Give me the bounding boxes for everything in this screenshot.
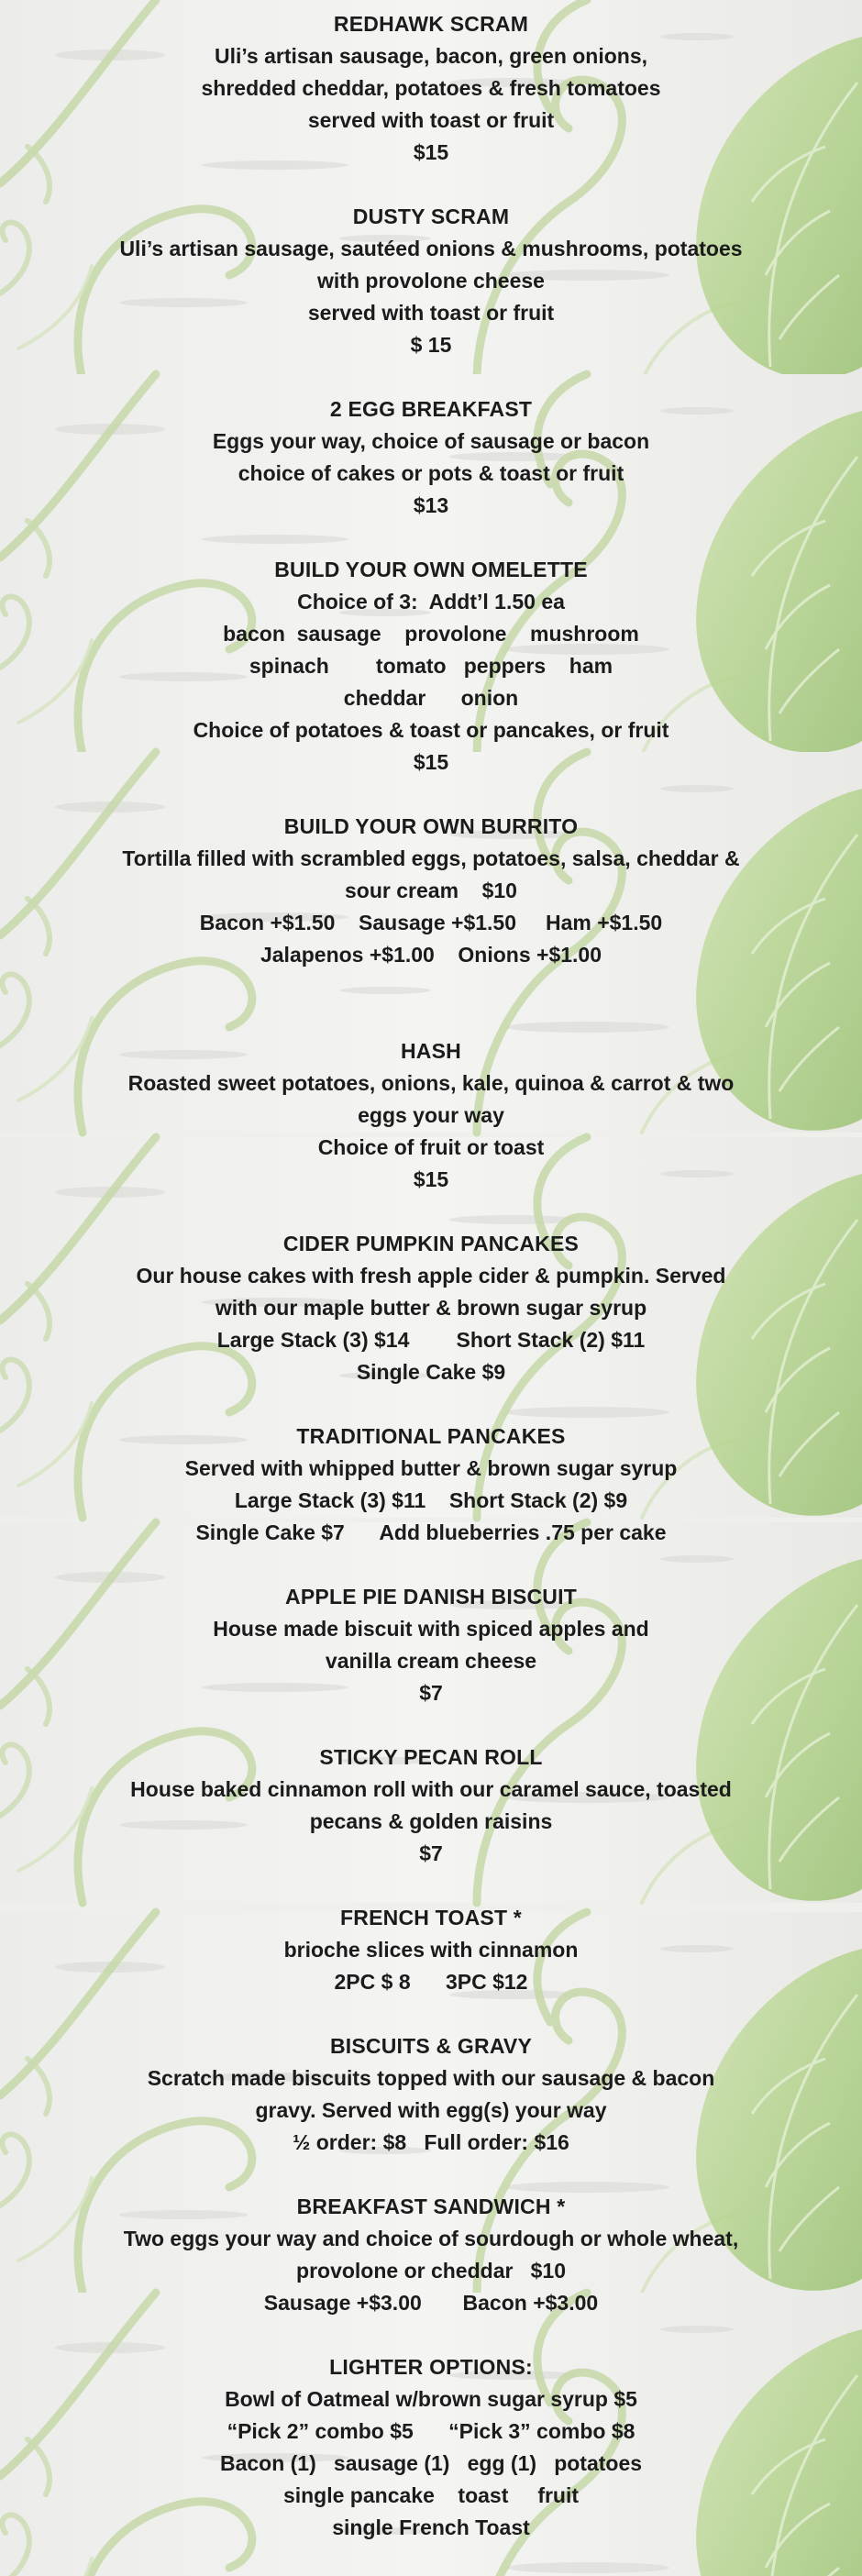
menu-item: [0, 1902, 862, 1998]
menu-item: [0, 2191, 862, 2319]
menu-item-line: single pancake toast fruit: [282, 2483, 580, 2507]
menu-item-line: [0, 971, 862, 1003]
menu-item-line: sour cream $10: [345, 879, 517, 902]
menu-item-line: brioche slices with cinnamon: [283, 1938, 579, 1962]
menu-item-line: Scratch made biscuits topped with our sausage & bacon: [147, 2066, 715, 2090]
menu-item-line: provolone or cheddar $10: [296, 2259, 566, 2283]
menu-item-line: $7: [419, 1841, 443, 1865]
menu-item-line: gravy. Served with egg(s) your way: [255, 2098, 607, 2122]
menu-item-line: shredded cheddar, potatoes & fresh tomatoes: [201, 76, 661, 100]
menu-item-title: BUILD YOUR OWN OMELETTE: [274, 558, 588, 581]
menu-item-line: Tortilla filled with scrambled eggs, potatoes, salsa, cheddar &: [122, 846, 740, 870]
menu-sections: [0, 8, 862, 2544]
menu-item-line: ½ order: $8 Full order: $16: [293, 2130, 569, 2154]
menu-item-line: Uli’s artisan sausage, bacon, green onions,: [214, 44, 648, 68]
menu-item: [0, 201, 862, 361]
menu-item: [0, 2030, 862, 2159]
menu-item-line: choice of cakes or pots & toast or fruit: [238, 461, 624, 485]
menu-item: [0, 1581, 862, 1709]
menu-item-line: eggs your way: [358, 1103, 504, 1127]
menu-item: [0, 1741, 862, 1870]
menu-item-title: STICKY PECAN ROLL: [319, 1745, 543, 1769]
menu-item-line: Choice of potatoes & toast or pancakes, or fruit: [193, 718, 669, 742]
menu-item-line: with our maple butter & brown sugar syrup: [215, 1296, 647, 1320]
menu-item-line: $13: [413, 493, 449, 517]
menu-item-line: single French Toast: [332, 2515, 530, 2539]
menu-item: [0, 1035, 862, 1196]
menu-item-line: Large Stack (3) $11 Short Stack (2) $9: [234, 1488, 628, 1512]
menu-item: [0, 554, 862, 779]
menu-item-line: Bacon +$1.50 Sausage +$1.50 Ham +$1.50: [199, 911, 663, 934]
menu-item-title: BUILD YOUR OWN BURRITO: [283, 814, 579, 838]
menu-item: [0, 811, 862, 1003]
menu-item-line: House made biscuit with spiced apples and: [213, 1617, 649, 1641]
menu-item-title: APPLE PIE DANISH BISCUIT: [285, 1585, 577, 1609]
menu-item-line: cheddar onion: [343, 686, 519, 710]
menu-item-line: $7: [419, 1681, 443, 1705]
menu-item-line: Uli’s artisan sausage, sautéed onions & mushrooms, potatoes: [119, 237, 743, 260]
menu-item: [0, 1228, 862, 1388]
menu-item-title: BISCUITS & GRAVY: [329, 2034, 532, 2058]
menu-item-line: served with toast or fruit: [307, 108, 555, 132]
menu-item-line: 2PC $ 8 3PC $12: [334, 1970, 528, 1994]
menu-item-line: with provolone cheese: [317, 269, 545, 293]
menu-item-title: BREAKFAST SANDWICH *: [296, 2195, 566, 2218]
menu-item: [0, 8, 862, 169]
menu-item-line: Eggs your way, choice of sausage or bacon: [212, 429, 650, 453]
menu-item-line: bacon sausage provolone mushroom: [223, 622, 639, 646]
menu-item-line: Large Stack (3) $14 Short Stack (2) $11: [216, 1328, 646, 1352]
menu-item-line: $15: [413, 1167, 449, 1191]
menu-item-line: Jalapenos +$1.00 Onions +$1.00: [260, 943, 602, 967]
menu-item-title: DUSTY SCRAM: [352, 205, 510, 228]
menu-item-line: Single Cake $9: [356, 1360, 506, 1384]
menu-item-line: vanilla cream cheese: [325, 1649, 537, 1673]
menu-item-line: $ 15: [410, 333, 452, 357]
menu-item-title: TRADITIONAL PANCAKES: [296, 1424, 566, 1448]
menu-item-title: FRENCH TOAST *: [340, 1906, 522, 1929]
menu-item-line: Served with whipped butter & brown sugar syrup: [184, 1456, 678, 1480]
menu-item-line: Roasted sweet potatoes, onions, kale, quinoa & carrot & two: [127, 1071, 735, 1095]
menu-item-line: Our house cakes with fresh apple cider & pumpkin. Served: [136, 1264, 726, 1288]
menu-item-line: pecans & golden raisins: [309, 1809, 553, 1833]
menu-item-line: spinach tomato peppers ham: [249, 654, 613, 678]
menu-item: [0, 1421, 862, 1549]
menu-item-line: Bacon (1) sausage (1) egg (1) potatoes: [219, 2451, 643, 2475]
menu-item-line: “Pick 2” combo $5 “Pick 3” combo $8: [227, 2419, 635, 2443]
menu-item-line: Choice of 3: Addt’l 1.50 ea: [297, 590, 565, 614]
menu-item-title: HASH: [401, 1039, 461, 1063]
menu-item-title: REDHAWK SCRAM: [333, 12, 529, 36]
menu-item-line: Single Cake $7 Add blueberries .75 per cake: [195, 1520, 667, 1544]
menu-item-line: served with toast or fruit: [307, 301, 555, 325]
menu-item: [0, 2351, 862, 2544]
menu-item-line: Choice of fruit or toast: [317, 1135, 545, 1159]
menu-item-line: House baked cinnamon roll with our caramel sauce, toasted: [130, 1777, 732, 1801]
menu-item: [0, 393, 862, 522]
menu-item-title: LIGHTER OPTIONS:: [329, 2355, 533, 2379]
menu-item-title: 2 EGG BREAKFAST: [329, 397, 533, 421]
menu-item-line: $15: [413, 750, 449, 774]
menu-item-title: CIDER PUMPKIN PANCAKES: [282, 1232, 580, 1255]
menu-item-line: Sausage +$3.00 Bacon +$3.00: [263, 2291, 599, 2315]
menu-item-line: $15: [413, 140, 449, 164]
menu-item-line: Two eggs your way and choice of sourdough or whole wheat,: [123, 2227, 739, 2250]
menu-item-line: Bowl of Oatmeal w/brown sugar syrup $5: [225, 2387, 637, 2411]
